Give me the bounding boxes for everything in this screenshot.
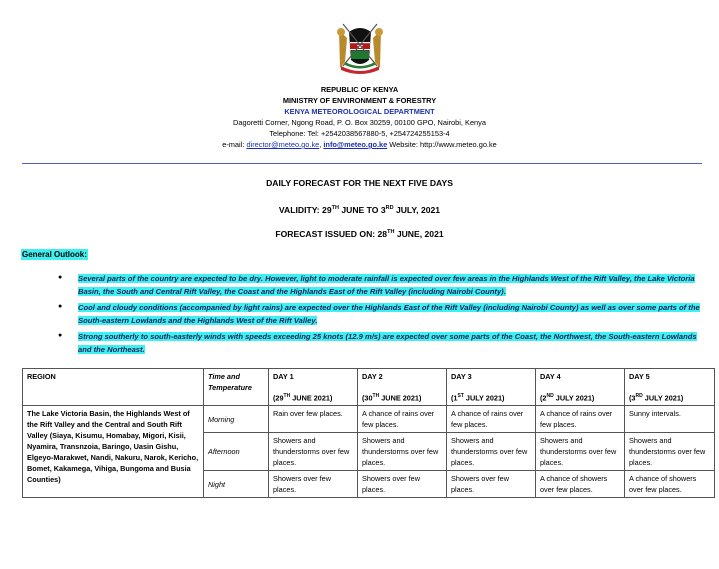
forecast-cell: Showers and thunderstorms over few places. [447, 433, 536, 471]
ministry-heading: MINISTRY OF ENVIRONMENT & FORESTRY [282, 96, 437, 105]
day-date: (1ST JULY 2021) [451, 393, 505, 403]
forecast-cell: A chance of showers over few places. [536, 471, 625, 498]
email-separator: , [319, 140, 324, 149]
forecast-cell: A chance of rains over few places. [358, 406, 447, 433]
main-title: DAILY FORECAST FOR THE NEXT FIVE DAYS [266, 178, 453, 188]
day-date: (2ND JULY 2021) [540, 393, 595, 403]
outlook-bullet-text: Strong southerly to south-easterly winds with speeds exceeding 25 knots (12.9 m/s) are expected over some parts of the Coast, the Northwest, the South-eastern Lowlands and the Northeast. [78, 332, 697, 354]
forecast-cell: Showers and thunderstorms over few places. [269, 433, 358, 471]
outlook-bullet-list [55, 272, 705, 359]
day-label: DAY 2 [362, 372, 383, 381]
general-outlook-label: General Outlook: [22, 250, 87, 259]
forecast-cell: Showers and thunderstorms over few places. [625, 433, 715, 471]
kenya-coat-of-arms-icon [331, 18, 389, 78]
bullet-icon: ● [58, 332, 63, 339]
period-cell: Night [204, 471, 269, 498]
director-email-link[interactable]: director@meteo.go.ke [246, 140, 320, 149]
telephone-line: Telephone: Tel: +2542038567880-5, +254724255153-4 [269, 129, 450, 138]
day-column-header [269, 369, 358, 406]
forecast-cell: Sunny intervals. [625, 406, 715, 433]
forecast-cell: Showers over few places. [358, 471, 447, 498]
period-cell: Afternoon [204, 433, 269, 471]
issued-line [0, 227, 719, 240]
department-heading: KENYA METEOROLOGICAL DEPARTMENT [284, 107, 435, 116]
forecast-cell: Showers over few places. [447, 471, 536, 498]
day-date: (29TH JUNE 2021) [273, 393, 333, 403]
forecast-cell: A chance of showers over few places. [625, 471, 715, 498]
validity-part-a: VALIDITY: 29 [278, 204, 332, 215]
bullet-icon: ● [58, 303, 63, 310]
issued-part-b: JUNE, 2021 [394, 228, 444, 239]
table-row [23, 406, 715, 433]
validity-sup-1: TH [331, 205, 339, 211]
day-label: DAY 3 [451, 372, 472, 381]
day-column-header [625, 369, 715, 406]
forecast-cell: Showers and thunderstorms over few places. [358, 433, 447, 471]
issued-sup: TH [387, 229, 395, 235]
day-label: DAY 5 [629, 372, 650, 381]
day-date: (3RD JULY 2021) [629, 393, 684, 403]
day-label: DAY 1 [273, 372, 294, 381]
forecast-cell: Rain over few places. [269, 406, 358, 433]
header-divider [22, 163, 702, 164]
forecast-cell: A chance of rains over few places. [536, 406, 625, 433]
day-column-header [536, 369, 625, 406]
validity-part-c: JULY, 2021 [393, 204, 441, 215]
issued-part-a: FORECAST ISSUED ON: 28 [275, 228, 388, 239]
forecast-cell: Showers and thunderstorms over few places. [536, 433, 625, 471]
validity-part-b: JUNE TO 3 [338, 204, 386, 215]
forecast-cell: A chance of rains over few places. [447, 406, 536, 433]
website-text: Website: http://www.meteo.go.ke [387, 140, 497, 149]
validity-line [0, 203, 719, 216]
day-column-header [358, 369, 447, 406]
republic-heading: REPUBLIC OF KENYA [320, 85, 399, 94]
period-cell: Morning [204, 406, 269, 433]
address-line: Dagoretti Corner, Ngong Road, P. O. Box 30259, 00100 GPO, Nairobi, Kenya [233, 118, 486, 127]
time-column-header: Time and Temperature [204, 369, 269, 406]
day-label: DAY 4 [540, 372, 561, 381]
outlook-bullet [55, 301, 705, 327]
info-email-link[interactable]: info@meteo.go.ke [323, 140, 388, 149]
email-prefix: e-mail: [222, 140, 247, 149]
outlook-bullet [55, 330, 705, 356]
forecast-cell: Showers over few places. [269, 471, 358, 498]
table-header-row [23, 369, 715, 406]
outlook-bullet-text: Several parts of the country are expected to be dry. However, light to moderate rainfall is expected over few areas in the Highlands West of the Rift Valley, the Lake Victoria Basin, the South and Central Rift Valley, the Coast and the Highlands East of the Rift Valley (including Nairobi County). [78, 274, 695, 296]
forecast-table [22, 368, 715, 498]
outlook-bullet [55, 272, 705, 298]
region-column-header: REGION [23, 369, 204, 406]
bullet-icon: ● [58, 274, 63, 281]
outlook-bullet-text: Cool and cloudy conditions (accompanied by light rains) are expected over the Highlands East of the Rift Valley (including Nairobi County) as well as over some parts of the South-eastern Lowlands and the Highlands West of the Rift Valley. [78, 303, 700, 325]
day-column-header [447, 369, 536, 406]
region-cell: The Lake Victoria Basin, the Highlands West of the Rift Valley and the Central and South Rift Valley (Siaya, Kisumu, Homabay, Migori, Kisii, Nyamira, Transnzoia, Baringo, Uasin Gishu, Elgeyo-Marakwet, Nandi, Nakuru, Narok, Kericho, Bomet, Kakamega, Vihiga, Bungoma and Busia Counties) [23, 406, 204, 498]
validity-sup-2: RD [385, 205, 394, 211]
day-date: (30TH JUNE 2021) [362, 393, 422, 403]
contact-line [0, 140, 719, 150]
